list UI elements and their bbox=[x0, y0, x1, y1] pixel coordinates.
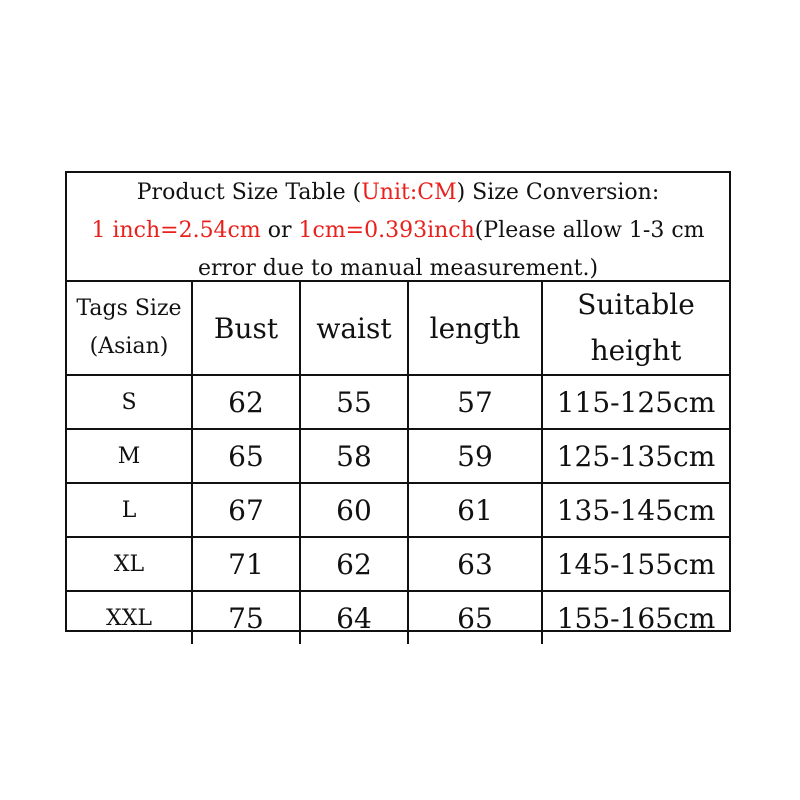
table-row bbox=[67, 537, 729, 591]
size-cell: M bbox=[67, 429, 192, 483]
table-row bbox=[67, 375, 729, 429]
length-cell: 61 bbox=[408, 483, 542, 537]
size-cell: XXL bbox=[67, 591, 192, 644]
table-row bbox=[67, 429, 729, 483]
inch-conversion: 1 inch=2.54cm bbox=[91, 218, 261, 243]
title-line-1: Product Size Table (Unit:CM) Size Conversion: bbox=[136, 180, 660, 205]
height-cell: 135-145cm bbox=[542, 483, 729, 537]
title-line-3: error due to manual measurement.) bbox=[197, 256, 599, 281]
bust-cell: 75 bbox=[192, 591, 300, 644]
table-header-row bbox=[67, 282, 729, 375]
size-cell: XL bbox=[67, 537, 192, 591]
size-chart bbox=[65, 171, 731, 635]
length-cell: 63 bbox=[408, 537, 542, 591]
bust-cell: 62 bbox=[192, 375, 300, 429]
length-cell: 59 bbox=[408, 429, 542, 483]
unit-label: Unit:CM bbox=[361, 180, 457, 205]
header-suitable-height: Suitable height bbox=[542, 282, 729, 375]
header-tags-size: Tags Size (Asian) bbox=[67, 282, 192, 375]
length-cell: 57 bbox=[408, 375, 542, 429]
size-cell: S bbox=[67, 375, 192, 429]
table-row bbox=[67, 483, 729, 537]
header-bust: Bust bbox=[192, 282, 300, 375]
bust-cell: 67 bbox=[192, 483, 300, 537]
header-length: length bbox=[408, 282, 542, 375]
length-cell: 65 bbox=[408, 591, 542, 644]
bust-cell: 71 bbox=[192, 537, 300, 591]
bust-cell: 65 bbox=[192, 429, 300, 483]
height-cell: 115-125cm bbox=[542, 375, 729, 429]
size-cell: L bbox=[67, 483, 192, 537]
size-table-header bbox=[67, 173, 729, 282]
cm-conversion: 1cm=0.393inch bbox=[298, 218, 475, 243]
title-line-2: 1 inch=2.54cm or 1cm=0.393inch(Please allow 1-3 cm bbox=[91, 218, 705, 243]
height-cell: 125-135cm bbox=[542, 429, 729, 483]
waist-cell: 55 bbox=[300, 375, 408, 429]
header-waist: waist bbox=[300, 282, 408, 375]
table-row bbox=[67, 591, 729, 644]
waist-cell: 60 bbox=[300, 483, 408, 537]
height-cell: 155-165cm bbox=[542, 591, 729, 644]
waist-cell: 64 bbox=[300, 591, 408, 644]
waist-cell: 58 bbox=[300, 429, 408, 483]
waist-cell: 62 bbox=[300, 537, 408, 591]
size-table bbox=[67, 282, 729, 644]
height-cell: 145-155cm bbox=[542, 537, 729, 591]
